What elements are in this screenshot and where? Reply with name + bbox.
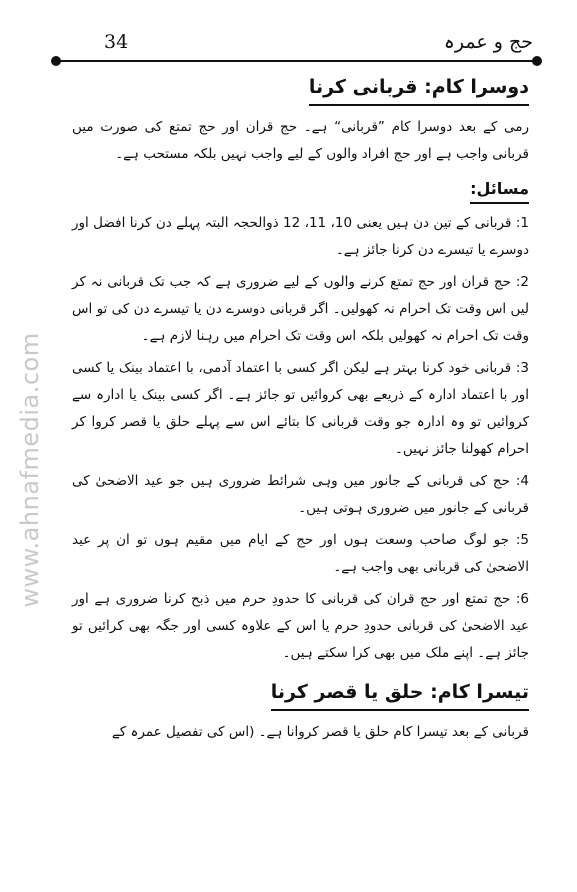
masail-item-number: 2: [515,274,529,290]
section-3-intro: قربانی کے بعد تیسرا کام حلق یا قصر کروانا ہے۔ (اس کی تفصیل عمرہ کے [111,724,529,740]
page-content [72,72,529,752]
running-header [56,30,537,64]
section-3-heading: تیسرا کام: حلق یا قصر کرنا [271,677,529,711]
masail-item-number: 6: [515,591,529,607]
rule-dot-right [532,56,542,66]
watermark-text: www.ahnafmedia.com [16,332,44,608]
watermark [10,320,50,620]
section-2-intro: رمی کے بعد دوسرا کام ”قربانی“ ہے۔ حج قران اور حج تمتع کی صورت میں قربانی واجب ہے اور حج افراد والوں کے لیے واجب نہیں بلکہ مستحب ہے۔ [72,119,529,162]
masail-item-5 [72,527,529,581]
masail-heading-wrap [72,174,529,210]
masail-item-text: حج قران اور حج تمتع کرنے والوں کے لیے ضروری ہے کہ جب تک قربانی نہ کر لیں اس وقت تک احرام نہ کھولیں۔ اگر قربانی دوسرے دن یا تیسرے دن کی تو اس وقت تک احرام نہ کھولیں بلکہ اس وقت تک احرام میں رہنا لازم ہے۔ [72,274,529,344]
masail-item-number: 4: [515,473,530,489]
masail-item-text: قربانی کے تین دن ہیں یعنی 10، 11، 12 ذوالحجہ البتہ پہلے دن کرنا افضل اور دوسرے یا تیسرے دن کرنا جائز ہے۔ [72,215,529,258]
masail-item-4 [72,468,529,522]
masail-heading: مسائل: [470,176,529,204]
masail-item-text: قربانی خود کرنا بہتر ہے لیکن اگر کسی با اعتماد آدمی، با اعتماد بینک یا کسی اور با اعتماد ادارہ کے ذریعے بھی کروائیں تو جائز ہے۔ اگر کسی بینک یا ادارہ سے کروائیں تو وہ ادارہ جو وقت قربانی کا بتائے اس سے پہلے حلق یا قصر کروا کر احرام کھولنا جائز نہیں۔ [72,360,529,457]
masail-item-text: حج تمتع اور حج قران کی قربانی کا حدودِ حرم میں ذبح کرنا ضروری ہے اور عید الاضحیٰ کی قربانی حدودِ حرم یا اس کے علاوہ کسی اور جگہ بھی کرائیں تو جائز ہے۔ اپنے ملک میں بھی کرا سکتے ہیں۔ [72,591,529,661]
masail-item-6 [72,586,529,667]
masail-item-number: 3: [515,360,529,376]
section-3-heading-wrap [72,677,529,715]
section-2-heading: دوسرا کام: قربانی کرنا [309,72,529,106]
masail-item-3 [72,355,529,463]
section-2-heading-wrap [72,72,529,110]
masail-item-text: حج کی قربانی کے جانور میں وہی شرائط ضروری ہیں جو عید الاضحیٰ کی قربانی کے جانور میں ضروری ہوتی ہیں۔ [72,473,529,516]
masail-item-2 [72,269,529,350]
header-rule [56,60,537,62]
rule-dot-left [51,56,61,66]
masail-item-text: جو لوگ صاحب وسعت ہوں اور حج کے ایام میں مقیم ہوں تو ان پر عید الاضحیٰ کی قربانی بھی واجب ہے۔ [72,532,529,575]
page-number: 34 [104,31,129,53]
masail-item-number: 5: [515,532,530,548]
masail-item-number: 1: [515,215,529,231]
masail-item-1 [72,210,529,264]
running-title: حج و عمرہ [443,31,533,53]
